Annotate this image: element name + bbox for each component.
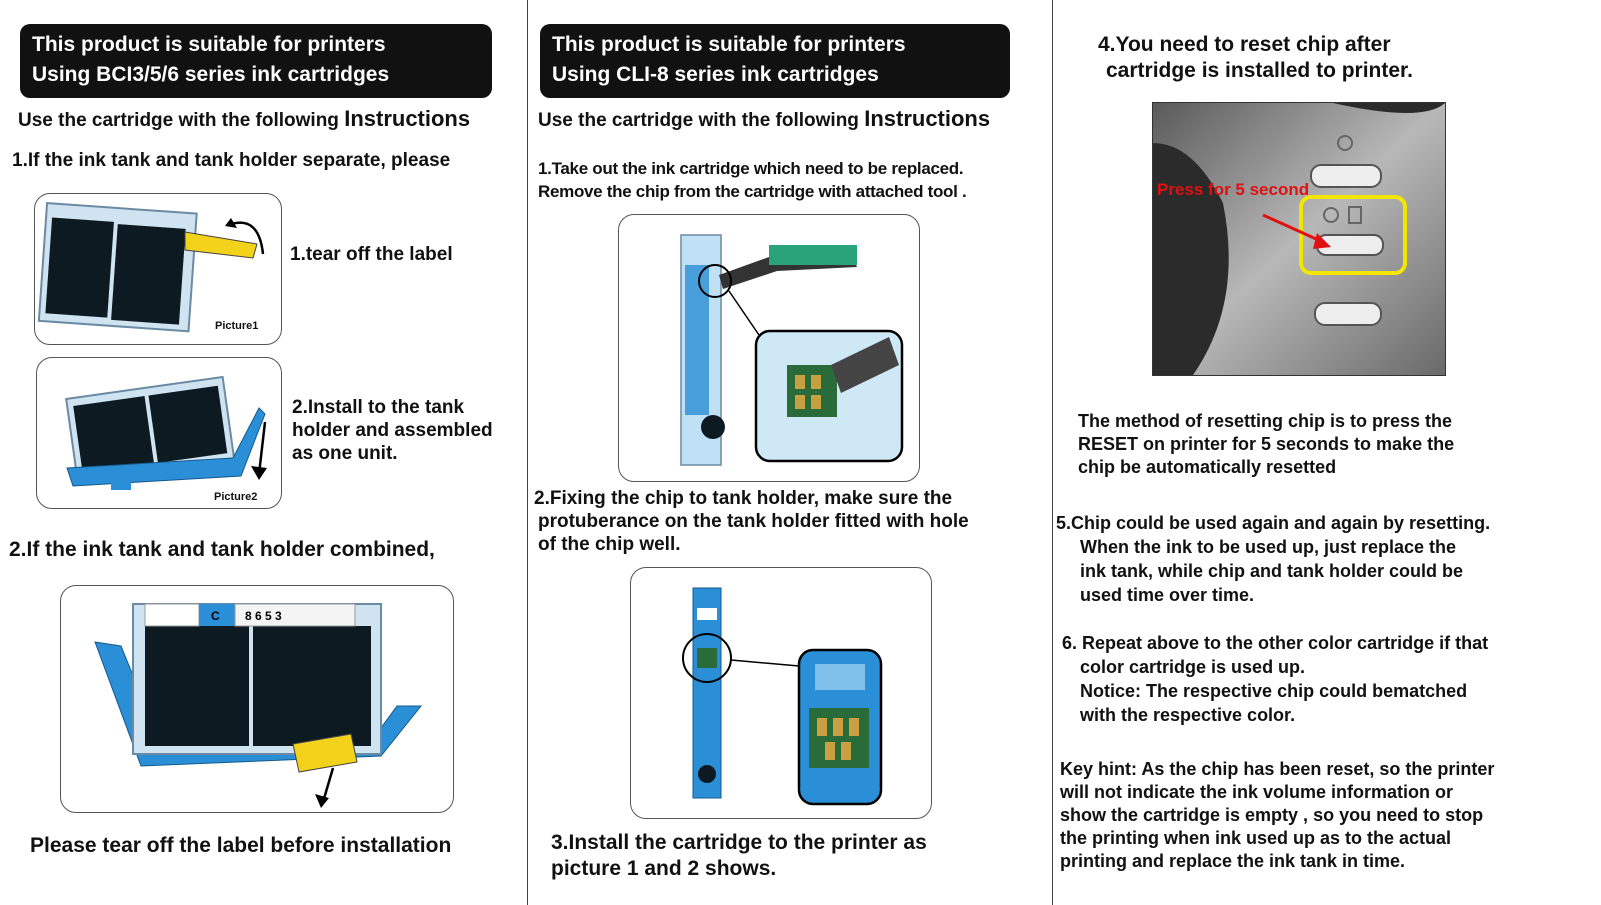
col2-instr-prefix: Use the cartridge with the following xyxy=(538,110,859,131)
col2-step2-line1: 2.Fixing the chip to tank holder, make sure the xyxy=(534,488,953,509)
col2-step2-line3: of the chip well. xyxy=(538,534,681,555)
picture2-caption: Picture2 xyxy=(214,491,258,503)
col2-banner-line2: Using CLI-8 series ink cartridges xyxy=(552,63,879,86)
chip-removal-illustration xyxy=(619,215,919,481)
col2-step1-line2: Remove the chip from the cartridge with attached tool . xyxy=(538,182,967,201)
tank-holder-illustration xyxy=(37,358,281,508)
col3-notice-line2: with the respective color. xyxy=(1080,705,1296,725)
col1-step2-heading: 2.If the ink tank and tank holder combined, xyxy=(9,538,435,561)
picture2-label-line2: holder and assembled xyxy=(292,420,493,441)
col2-step3-line1: 3.Install the cartridge to the printer as xyxy=(551,831,927,854)
col1-step1-heading: 1.If the ink tank and tank holder separate, please xyxy=(12,150,451,171)
picture2-label-line3: as one unit. xyxy=(292,443,398,464)
col1-title-banner xyxy=(20,24,492,98)
col3-hint-line1: Key hint: As the chip has been reset, so the printer xyxy=(1060,759,1495,779)
col3-hint-line3: show the cartridge is empty , so you need to stop xyxy=(1060,805,1484,825)
col2-step2-line2: protuberance on the tank holder fitted with hole xyxy=(538,511,969,532)
col3-step5-line1: 5.Chip could be used again and again by resetting. xyxy=(1056,513,1491,533)
picture2-label-line1: 2.Install to the tank xyxy=(292,397,465,418)
col3-step6-text xyxy=(1062,631,1488,727)
picture1-label-text: 1.tear off the label xyxy=(290,244,453,265)
col2-banner-line1: This product is suitable for printers xyxy=(552,33,906,56)
col3-step4-line2: cartridge is installed to printer. xyxy=(1106,59,1413,82)
col3-step6-line1: 6. Repeat above to the other color cartridge if that xyxy=(1062,633,1489,653)
col3-hint-line4: the printing when ink used up as to the actual xyxy=(1060,828,1452,848)
printer-panel-photo xyxy=(1152,102,1446,376)
cartridge-tab-digits: 8 6 5 3 xyxy=(245,609,282,623)
chip-fitting-photo xyxy=(630,567,932,819)
col3-step4-line1: 4.You need to reset chip after xyxy=(1098,33,1391,56)
col2-title-banner xyxy=(540,24,1010,98)
col3-step5-line4: used time over time. xyxy=(1080,585,1255,605)
col1-banner-line2: Using BCI3/5/6 series ink cartridges xyxy=(32,63,390,86)
col3-notice-line1: Notice: The respective chip could bematched xyxy=(1080,681,1468,701)
col1-instr-word: Instructions xyxy=(344,106,471,131)
col2-step3-line2: picture 1 and 2 shows. xyxy=(551,857,777,880)
col2-step1-line1: 1.Take out the ink cartridge which need to be replaced. xyxy=(538,159,964,178)
col3-step5-line3: ink tank, while chip and tank holder could be xyxy=(1080,561,1464,581)
col3-hint-line2: will not indicate the ink volume information or xyxy=(1060,782,1454,802)
col3-method-text xyxy=(1078,410,1454,479)
col2-step3-text xyxy=(551,830,927,882)
col1-instr-prefix: Use the cartridge with the following xyxy=(18,110,339,131)
col3-key-hint-text xyxy=(1060,758,1494,873)
col1-instructions-heading xyxy=(18,106,470,132)
picture2-holder-photo xyxy=(36,357,282,509)
col2-step1-text xyxy=(538,157,966,203)
col2-instr-word: Instructions xyxy=(864,106,991,131)
col3-step6-line2: color cartridge is used up. xyxy=(1080,657,1306,677)
combined-cartridge-illustration xyxy=(61,586,453,812)
cartridge-tab-letter: C xyxy=(211,609,220,623)
col3-hint-line5: printing and replace the ink tank in time. xyxy=(1060,851,1406,871)
col2-instructions-heading xyxy=(538,106,990,132)
press-annotation-text: Press for 5 second xyxy=(1157,180,1310,199)
col3-step5-text xyxy=(1056,511,1490,607)
col3-method-line1: The method of resetting chip is to press the xyxy=(1078,411,1453,431)
col3-step4-heading xyxy=(1098,32,1413,84)
col3-method-line3: chip be automatically resetted xyxy=(1078,457,1337,477)
printer-panel-illustration xyxy=(1153,103,1445,375)
col3-step5-line2: When the ink to be used up, just replace the xyxy=(1080,537,1457,557)
picture3-combined-cartridge-photo xyxy=(60,585,454,813)
chip-fitting-illustration xyxy=(631,568,931,818)
col1-banner-line1: This product is suitable for printers xyxy=(32,33,386,56)
col2-step2-text xyxy=(534,487,969,556)
col3-method-line2: RESET on printer for 5 seconds to make the xyxy=(1078,434,1455,454)
column-divider-left xyxy=(527,0,528,905)
picture1-caption: Picture1 xyxy=(215,320,259,332)
chip-removal-photo xyxy=(618,214,920,482)
picture2-label-text xyxy=(292,396,493,465)
column-divider-right xyxy=(1052,0,1053,905)
col1-footer-note: Please tear off the label before installation xyxy=(30,834,452,857)
